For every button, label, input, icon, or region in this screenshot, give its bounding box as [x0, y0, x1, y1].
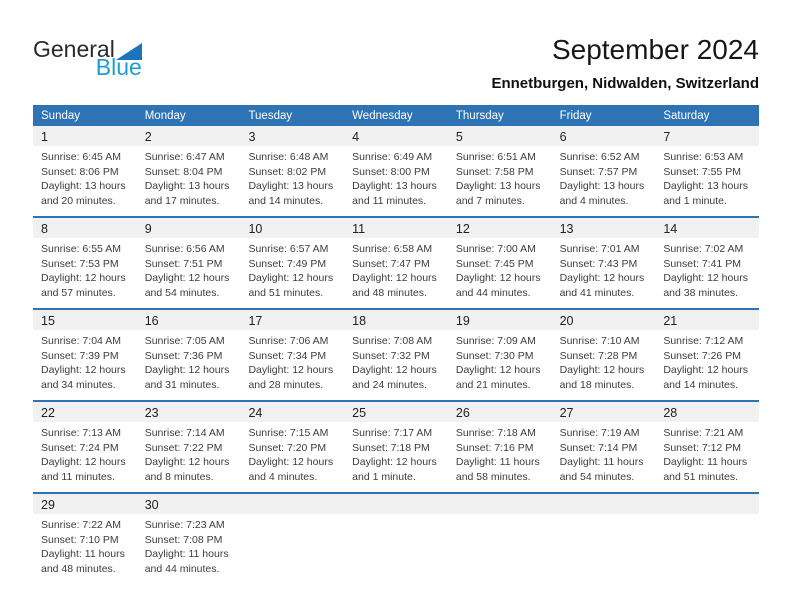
sunset-text: Sunset: 7:20 PM	[248, 441, 327, 454]
daylight-text-line1: Daylight: 12 hours	[663, 364, 748, 376]
day-number: 1	[33, 126, 137, 146]
sunrise-text: Sunrise: 6:51 AM	[455, 151, 536, 163]
sunset-text: Sunset: 7:45 PM	[455, 257, 534, 270]
daylight-text-line2: and 51 minutes.	[663, 470, 739, 483]
day-details	[344, 146, 448, 216]
day-cell	[448, 402, 552, 492]
daylight-text-line1: Daylight: 12 hours	[144, 272, 230, 284]
day-cell	[137, 402, 241, 492]
day-details	[240, 422, 344, 492]
sunset-text: Sunset: 8:04 PM	[144, 165, 223, 178]
sunset-text: Sunset: 7:26 PM	[663, 349, 741, 362]
sunset-text: Sunset: 7:10 PM	[41, 533, 119, 546]
day-cell-empty	[552, 494, 656, 584]
daylight-text-line1: Daylight: 12 hours	[455, 364, 541, 376]
daylight-text-line1: Daylight: 12 hours	[41, 364, 126, 376]
day-cell	[552, 126, 656, 216]
sunset-text: Sunset: 7:22 PM	[144, 441, 223, 454]
daylight-text-line2: and 17 minutes.	[144, 194, 220, 207]
day-cell	[33, 310, 137, 400]
day-details	[240, 330, 344, 400]
daylight-text-line2: and 48 minutes.	[41, 562, 116, 575]
day-details	[448, 146, 552, 216]
sunrise-text: Sunrise: 7:02 AM	[663, 243, 744, 255]
day-cell	[655, 402, 759, 492]
weekday-header-saturday: Saturday	[663, 109, 710, 122]
day-number: 18	[344, 310, 448, 330]
day-details	[448, 514, 552, 584]
daylight-text-line1: Daylight: 12 hours	[248, 456, 334, 468]
day-number: 6	[552, 126, 656, 146]
day-number: 10	[240, 218, 344, 238]
day-cell	[33, 218, 137, 308]
sunrise-text: Sunrise: 6:56 AM	[144, 243, 225, 255]
day-cell-empty	[448, 494, 552, 584]
logo-text-blue: Blue	[95, 54, 142, 80]
sunset-text: Sunset: 7:49 PM	[248, 257, 327, 270]
page-subtitle: Ennetburgen, Nidwalden, Switzerland	[491, 75, 759, 92]
weekday-header-tuesday: Tuesday	[248, 109, 293, 122]
daylight-text-line1: Daylight: 11 hours	[663, 456, 748, 468]
day-number: 15	[33, 310, 137, 330]
sunset-text: Sunset: 7:14 PM	[559, 441, 638, 454]
day-number: 14	[655, 218, 759, 238]
daylight-text-line2: and 57 minutes.	[41, 286, 116, 299]
daylight-text-line2: and 31 minutes.	[144, 378, 220, 391]
logo-text-general: General	[33, 36, 115, 62]
day-number: 19	[448, 310, 552, 330]
day-cell	[344, 218, 448, 308]
day-details	[448, 330, 552, 400]
week-row-5	[33, 492, 759, 584]
day-details	[33, 514, 137, 584]
sunset-text: Sunset: 7:55 PM	[663, 165, 741, 178]
weekday-header-friday: Friday	[559, 109, 592, 122]
day-cell	[448, 126, 552, 216]
sunrise-text: Sunrise: 7:21 AM	[663, 427, 744, 439]
daylight-text-line2: and 1 minute.	[663, 194, 727, 207]
daylight-text-line1: Daylight: 12 hours	[41, 272, 126, 284]
daylight-text-line2: and 28 minutes.	[248, 378, 324, 391]
day-cell	[137, 494, 241, 584]
day-cell	[137, 310, 241, 400]
day-cell	[33, 126, 137, 216]
day-number: 28	[655, 402, 759, 422]
day-cell	[33, 494, 137, 584]
sunrise-text: Sunrise: 7:08 AM	[352, 335, 433, 347]
daylight-text-line1: Daylight: 12 hours	[248, 272, 334, 284]
day-details	[448, 238, 552, 308]
day-number: 20	[552, 310, 656, 330]
sunrise-text: Sunrise: 6:49 AM	[352, 151, 433, 163]
sunset-text: Sunset: 7:47 PM	[352, 257, 430, 270]
week-row-2	[33, 216, 759, 308]
sunrise-text: Sunrise: 6:48 AM	[248, 151, 329, 163]
day-details	[240, 146, 344, 216]
sunset-text: Sunset: 7:58 PM	[455, 165, 534, 178]
sunrise-text: Sunrise: 7:22 AM	[41, 519, 121, 531]
weekday-header-sunday: Sunday	[41, 109, 81, 122]
day-number	[344, 494, 448, 514]
day-details	[137, 514, 241, 584]
day-cell	[448, 218, 552, 308]
sunrise-text: Sunrise: 7:06 AM	[248, 335, 329, 347]
day-details	[33, 330, 137, 400]
day-cell	[655, 218, 759, 308]
day-details	[137, 422, 241, 492]
day-number: 26	[448, 402, 552, 422]
sunset-text: Sunset: 8:02 PM	[248, 165, 327, 178]
daylight-text-line1: Daylight: 12 hours	[663, 272, 748, 284]
day-number: 3	[240, 126, 344, 146]
sunrise-text: Sunrise: 7:04 AM	[41, 335, 121, 347]
daylight-text-line2: and 7 minutes.	[455, 194, 525, 207]
sunset-text: Sunset: 7:28 PM	[559, 349, 638, 362]
day-number: 9	[137, 218, 241, 238]
sunset-text: Sunset: 7:32 PM	[352, 349, 430, 362]
sunset-text: Sunset: 7:41 PM	[663, 257, 741, 270]
weekday-header-monday: Monday	[144, 109, 186, 122]
sunrise-text: Sunrise: 7:19 AM	[559, 427, 640, 439]
sunset-text: Sunset: 7:43 PM	[559, 257, 638, 270]
day-details	[552, 330, 656, 400]
day-cell	[344, 402, 448, 492]
day-number: 4	[344, 126, 448, 146]
day-details	[655, 422, 759, 492]
sunrise-text: Sunrise: 6:58 AM	[352, 243, 433, 255]
calendar-table	[33, 105, 759, 584]
sunrise-text: Sunrise: 7:23 AM	[144, 519, 225, 531]
daylight-text-line2: and 51 minutes.	[248, 286, 324, 299]
daylight-text-line2: and 48 minutes.	[352, 286, 427, 299]
daylight-text-line1: Daylight: 11 hours	[455, 456, 540, 468]
day-number: 24	[240, 402, 344, 422]
sunset-text: Sunset: 8:00 PM	[352, 165, 430, 178]
sunset-text: Sunset: 7:18 PM	[352, 441, 430, 454]
daylight-text-line1: Daylight: 11 hours	[559, 456, 644, 468]
day-cell	[448, 310, 552, 400]
weekday-header-wednesday: Wednesday	[352, 109, 413, 122]
day-details	[655, 238, 759, 308]
daylight-text-line2: and 58 minutes.	[455, 470, 531, 483]
daylight-text-line1: Daylight: 12 hours	[144, 364, 230, 376]
daylight-text-line2: and 18 minutes.	[559, 378, 635, 391]
day-number: 17	[240, 310, 344, 330]
sunrise-text: Sunrise: 7:10 AM	[559, 335, 640, 347]
sunset-text: Sunset: 7:24 PM	[41, 441, 119, 454]
day-details	[344, 238, 448, 308]
sunrise-text: Sunrise: 6:55 AM	[41, 243, 121, 255]
day-number	[448, 494, 552, 514]
general-blue-logo	[33, 36, 142, 81]
day-cell	[240, 402, 344, 492]
sunrise-text: Sunrise: 7:18 AM	[455, 427, 536, 439]
day-number: 2	[137, 126, 241, 146]
week-row-4	[33, 400, 759, 492]
sunrise-text: Sunrise: 6:57 AM	[248, 243, 329, 255]
week-row-3	[33, 308, 759, 400]
day-number: 13	[552, 218, 656, 238]
day-details	[448, 422, 552, 492]
sunset-text: Sunset: 7:30 PM	[455, 349, 534, 362]
day-details	[552, 238, 656, 308]
day-cell	[240, 218, 344, 308]
daylight-text-line1: Daylight: 13 hours	[663, 180, 748, 192]
sunrise-text: Sunrise: 7:15 AM	[248, 427, 329, 439]
day-details	[552, 146, 656, 216]
day-cell	[344, 126, 448, 216]
day-details	[655, 330, 759, 400]
daylight-text-line2: and 11 minutes.	[41, 470, 115, 483]
daylight-text-line2: and 8 minutes.	[144, 470, 214, 483]
day-number: 22	[33, 402, 137, 422]
sunrise-text: Sunrise: 7:05 AM	[144, 335, 225, 347]
daylight-text-line2: and 34 minutes.	[41, 378, 116, 391]
sunrise-text: Sunrise: 6:45 AM	[41, 151, 121, 163]
day-details	[137, 238, 241, 308]
sunset-text: Sunset: 7:12 PM	[663, 441, 741, 454]
day-number: 11	[344, 218, 448, 238]
daylight-text-line2: and 14 minutes.	[248, 194, 324, 207]
sunrise-text: Sunrise: 7:12 AM	[663, 335, 744, 347]
weekday-header-thursday: Thursday	[455, 109, 504, 122]
day-cell	[240, 126, 344, 216]
day-details	[240, 238, 344, 308]
day-cell	[137, 126, 241, 216]
day-cell	[552, 218, 656, 308]
daylight-text-line1: Daylight: 13 hours	[455, 180, 541, 192]
daylight-text-line1: Daylight: 11 hours	[144, 548, 229, 560]
daylight-text-line1: Daylight: 13 hours	[352, 180, 437, 192]
sunrise-text: Sunrise: 7:01 AM	[559, 243, 640, 255]
day-cell	[240, 310, 344, 400]
daylight-text-line2: and 24 minutes.	[352, 378, 427, 391]
day-number: 29	[33, 494, 137, 514]
day-cell	[552, 402, 656, 492]
day-number	[552, 494, 656, 514]
day-details	[655, 146, 759, 216]
day-cell	[655, 126, 759, 216]
daylight-text-line1: Daylight: 13 hours	[144, 180, 230, 192]
day-details	[344, 422, 448, 492]
daylight-text-line2: and 4 minutes.	[559, 194, 629, 207]
daylight-text-line2: and 41 minutes.	[559, 286, 635, 299]
sunset-text: Sunset: 7:39 PM	[41, 349, 119, 362]
daylight-text-line1: Daylight: 12 hours	[559, 272, 645, 284]
sunset-text: Sunset: 7:36 PM	[144, 349, 223, 362]
weekday-header-row	[33, 105, 759, 126]
day-cell	[552, 310, 656, 400]
daylight-text-line1: Daylight: 13 hours	[248, 180, 334, 192]
day-number: 16	[137, 310, 241, 330]
day-details	[33, 422, 137, 492]
sunrise-text: Sunrise: 6:52 AM	[559, 151, 640, 163]
day-number: 8	[33, 218, 137, 238]
day-number: 21	[655, 310, 759, 330]
sunset-text: Sunset: 7:51 PM	[144, 257, 223, 270]
day-details	[137, 146, 241, 216]
sunrise-text: Sunrise: 7:14 AM	[144, 427, 225, 439]
day-details	[137, 330, 241, 400]
daylight-text-line1: Daylight: 12 hours	[352, 456, 437, 468]
day-details	[655, 514, 759, 584]
daylight-text-line1: Daylight: 11 hours	[41, 548, 125, 560]
sunset-text: Sunset: 7:34 PM	[248, 349, 327, 362]
day-number	[655, 494, 759, 514]
daylight-text-line2: and 21 minutes.	[455, 378, 531, 391]
daylight-text-line2: and 4 minutes.	[248, 470, 318, 483]
sunrise-text: Sunrise: 7:09 AM	[455, 335, 536, 347]
sunset-text: Sunset: 8:06 PM	[41, 165, 119, 178]
daylight-text-line2: and 38 minutes.	[663, 286, 739, 299]
daylight-text-line1: Daylight: 13 hours	[41, 180, 126, 192]
daylight-text-line2: and 11 minutes.	[352, 194, 427, 207]
day-number: 27	[552, 402, 656, 422]
daylight-text-line2: and 44 minutes.	[144, 562, 220, 575]
daylight-text-line2: and 44 minutes.	[455, 286, 531, 299]
day-details	[240, 514, 344, 584]
day-details	[552, 422, 656, 492]
daylight-text-line2: and 1 minute.	[352, 470, 416, 483]
daylight-text-line1: Daylight: 12 hours	[455, 272, 541, 284]
day-cell	[33, 402, 137, 492]
day-cell-empty	[655, 494, 759, 584]
sunrise-text: Sunrise: 7:00 AM	[455, 243, 536, 255]
day-details	[33, 146, 137, 216]
daylight-text-line1: Daylight: 12 hours	[352, 272, 437, 284]
daylight-text-line1: Daylight: 12 hours	[352, 364, 437, 376]
day-number: 23	[137, 402, 241, 422]
day-number: 5	[448, 126, 552, 146]
day-cell	[137, 218, 241, 308]
day-cell-empty	[344, 494, 448, 584]
day-number: 30	[137, 494, 241, 514]
sunset-text: Sunset: 7:53 PM	[41, 257, 119, 270]
day-cell-empty	[240, 494, 344, 584]
daylight-text-line1: Daylight: 13 hours	[559, 180, 645, 192]
day-details	[344, 330, 448, 400]
day-details	[33, 238, 137, 308]
sunrise-text: Sunrise: 6:47 AM	[144, 151, 225, 163]
header-titles	[491, 34, 759, 92]
daylight-text-line2: and 54 minutes.	[559, 470, 635, 483]
day-number	[240, 494, 344, 514]
daylight-text-line1: Daylight: 12 hours	[248, 364, 334, 376]
daylight-text-line1: Daylight: 12 hours	[41, 456, 126, 468]
day-number: 7	[655, 126, 759, 146]
sunrise-text: Sunrise: 6:53 AM	[663, 151, 744, 163]
week-row-1	[33, 126, 759, 216]
sunset-text: Sunset: 7:57 PM	[559, 165, 638, 178]
day-number: 12	[448, 218, 552, 238]
daylight-text-line1: Daylight: 12 hours	[144, 456, 230, 468]
day-details	[344, 514, 448, 584]
day-cell	[344, 310, 448, 400]
day-cell	[655, 310, 759, 400]
sunrise-text: Sunrise: 7:13 AM	[41, 427, 121, 439]
sunset-text: Sunset: 7:16 PM	[455, 441, 534, 454]
daylight-text-line1: Daylight: 12 hours	[559, 364, 645, 376]
day-number: 25	[344, 402, 448, 422]
day-details	[552, 514, 656, 584]
sunset-text: Sunset: 7:08 PM	[144, 533, 223, 546]
daylight-text-line2: and 14 minutes.	[663, 378, 739, 391]
sunrise-text: Sunrise: 7:17 AM	[352, 427, 433, 439]
page-title: September 2024	[551, 34, 759, 65]
daylight-text-line2: and 20 minutes.	[41, 194, 116, 207]
daylight-text-line2: and 54 minutes.	[144, 286, 220, 299]
